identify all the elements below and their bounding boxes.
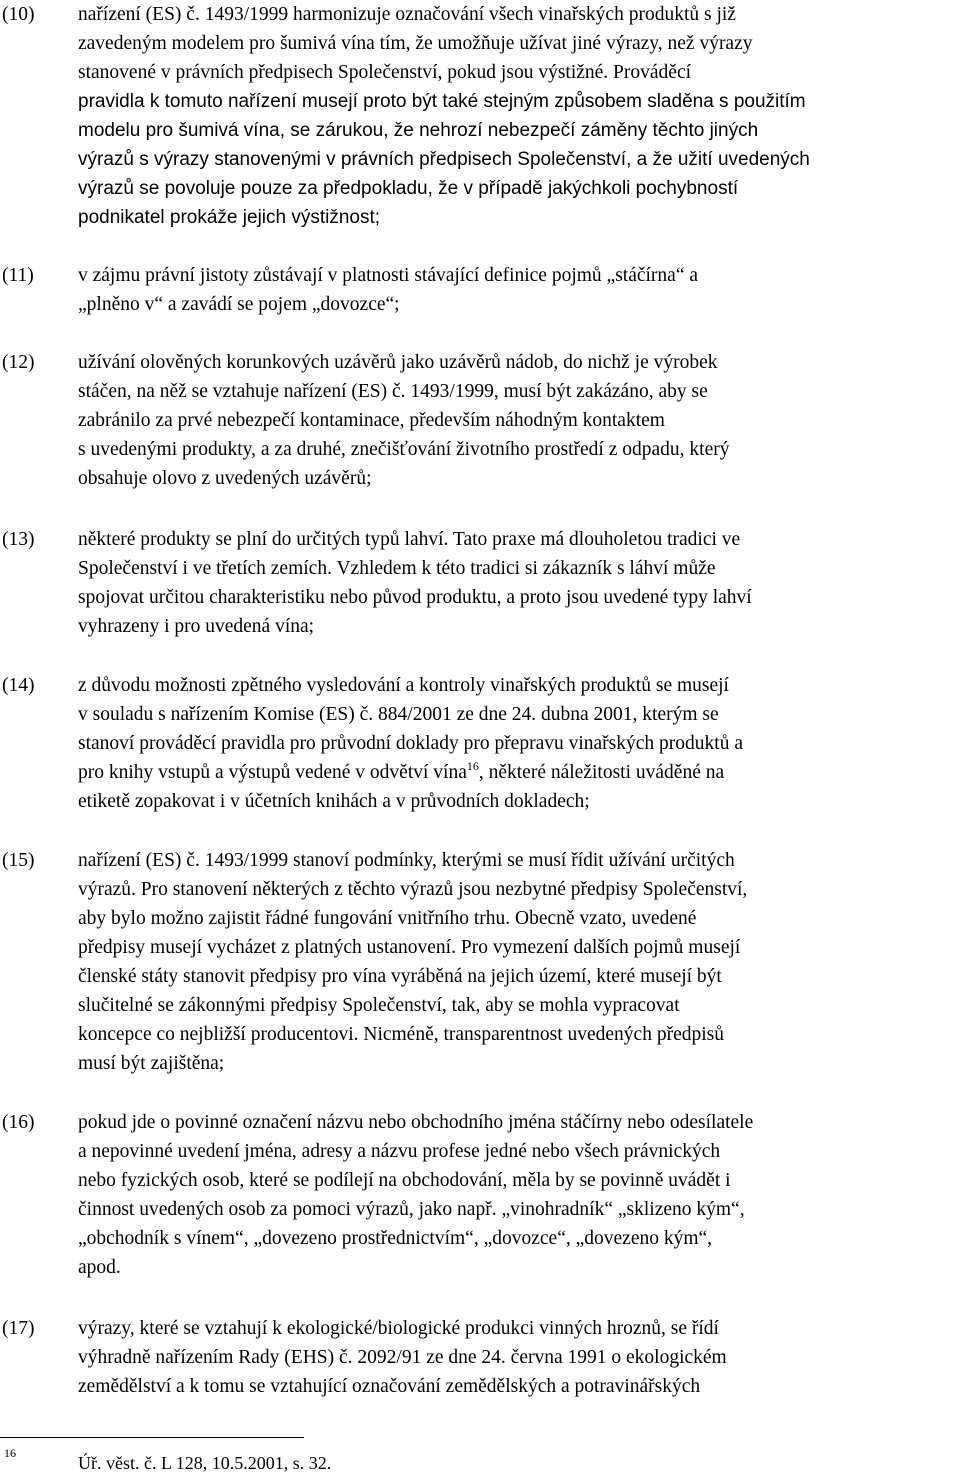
recital-line: „plněno v“ a zavádí se pojem „dovozce“; bbox=[78, 294, 400, 315]
recital-line: zabránilo za prvé nebezpečí kontaminace, především náhodným kontaktem bbox=[78, 410, 665, 431]
recital-line: výrazů se povoluje pouze za předpokladu, že v případě jakýchkoli pochybností bbox=[78, 178, 739, 199]
recital-line: užívání olověných korunkových uzávěrů jako uzávěrů nádob, do nichž je výrobek bbox=[78, 352, 718, 373]
recital-line: modelu pro šumivá vína, se zárukou, že nehrozí nebezpečí záměny těchto jiných bbox=[78, 120, 759, 141]
recital-line: zemědělství a k tomu se vztahující označování zemědělských a potravinářských bbox=[78, 1376, 701, 1397]
recital-line: spojovat určitou charakteristiku nebo původ produktu, a proto jsou uvedené typy lahví bbox=[78, 587, 752, 608]
recital-line: apod. bbox=[78, 1257, 121, 1278]
recital-line: zavedeným modelem pro šumivá vína tím, že umožňuje užívat jiné výrazy, než výrazy bbox=[78, 33, 753, 54]
recital-line: vyhrazeny i pro uvedená vína; bbox=[78, 616, 315, 637]
recital-line: obsahuje olovo z uvedených uzávěrů; bbox=[78, 468, 372, 489]
recital-line: stanovené v právních předpisech Společenství, pokud jsou výstižné. Prováděcí bbox=[78, 62, 692, 83]
recital-line: musí být zajištěna; bbox=[78, 1053, 225, 1074]
recital-line: nebo fyzických osob, které se podílejí na obchodování, měla by se povinně uvádět i bbox=[78, 1170, 731, 1191]
recital-number: (13) bbox=[2, 529, 35, 550]
recital-line bbox=[78, 758, 724, 787]
recital-line: slučitelné se zákonnými předpisy Společenství, tak, aby se mohla vypracovat bbox=[78, 995, 680, 1016]
recital-line: „obchodník s vínem“, „dovezeno prostřednictvím“, „dovozce“, „dovezeno kým“, bbox=[78, 1228, 713, 1249]
recital-line: pokud jde o povinné označení názvu nebo obchodního jména stáčírny nebo odesílatele bbox=[78, 1112, 754, 1133]
recital-line: nařízení (ES) č. 1493/1999 harmonizuje označování všech vinařských produktů s již bbox=[78, 4, 736, 25]
recital-line: členské státy stanovit předpisy pro vína vyráběná na jejich území, které musejí být bbox=[78, 966, 722, 987]
recital-number: (14) bbox=[2, 675, 35, 696]
footnote-number: 16 bbox=[4, 1446, 16, 1460]
recital-line: výrazů. Pro stanovení některých z těchto výrazů jsou nezbytné předpisy Společenství, bbox=[78, 879, 748, 900]
recital-line: výrazy, které se vztahují k ekologické/biologické produkci vinných hroznů, se řídí bbox=[78, 1318, 719, 1339]
recital-number: (15) bbox=[2, 850, 35, 871]
recital-line: aby bylo možno zajistit řádné fungování vnitřního trhu. Obecně vzato, uvedené bbox=[78, 908, 697, 929]
recital-line-text: pro knihy vstupů a výstupů vedené v odvětví vína bbox=[78, 762, 467, 783]
recital-line: nařízení (ES) č. 1493/1999 stanoví podmínky, kterými se musí řídit užívání určitých bbox=[78, 850, 735, 871]
recital-number: (12) bbox=[2, 352, 35, 373]
footnote-divider bbox=[0, 1437, 304, 1438]
recital-line: koncepce co nejbližší producentovi. Nicméně, transparentnost uvedených předpisů bbox=[78, 1024, 724, 1045]
recital-line: etiketě zopakovat i v účetních knihách a v průvodních dokladech; bbox=[78, 791, 590, 812]
recital-line: s uvedenými produkty, a za druhé, znečišťování životního prostředí z odpadu, který bbox=[78, 439, 730, 460]
footnote-text: Úř. věst. č. L 128, 10.5.2001, s. 32. bbox=[78, 1453, 332, 1473]
recital-line: předpisy musejí vycházet z platných ustanovení. Pro vymezení dalších pojmů musejí bbox=[78, 937, 741, 958]
recital-line: stáčen, na něž se vztahuje nařízení (ES) č. 1493/1999, musí být zakázáno, aby se bbox=[78, 381, 708, 402]
recital-line: některé produkty se plní do určitých typů lahví. Tato praxe má dlouholetou tradici ve bbox=[78, 529, 741, 550]
recital-number: (17) bbox=[2, 1318, 35, 1339]
recital-line: výrazů s výrazy stanovenými v právních předpisech Společenství, a že užití uvedených bbox=[78, 149, 810, 170]
recital-number: (11) bbox=[2, 265, 34, 286]
recital-line: pravidla k tomuto nařízení musejí proto být také stejným způsobem sladěna s použitím bbox=[78, 91, 806, 112]
recital-line: v souladu s nařízením Komise (ES) č. 884/2001 ze dne 24. dubna 2001, kterým se bbox=[78, 704, 719, 725]
recital-number: (10) bbox=[2, 4, 35, 25]
recital-line: činnost uvedených osob za pomoci výrazů, jako např. „vinohradník“ „sklizeno kým“, bbox=[78, 1199, 745, 1220]
recital-line: stanoví prováděcí pravidla pro průvodní doklady pro přepravu vinařských produktů a bbox=[78, 733, 743, 754]
footnote-reference[interactable]: 16 bbox=[466, 759, 479, 773]
recital-line: Společenství i ve třetích zemích. Vzhledem k této tradici si zákazník s láhví může bbox=[78, 558, 716, 579]
recital-line: a nepovinné uvedení jména, adresy a názvu profese jedné nebo všech právnických bbox=[78, 1141, 721, 1162]
recital-line: v zájmu právní jistoty zůstávají v platnosti stávající definice pojmů „stáčírna“ a bbox=[78, 265, 699, 286]
recital-line-text: , některé náležitosti uváděné na bbox=[478, 762, 725, 783]
recital-line: výhradně nařízením Rady (EHS) č. 2092/91 ze dne 24. června 1991 o ekologickém bbox=[78, 1347, 727, 1368]
recital-number: (16) bbox=[2, 1112, 35, 1133]
recital-line: podnikatel prokáže jejich výstižnost; bbox=[78, 207, 381, 228]
recital-line: z důvodu možnosti zpětného vysledování a kontroly vinařských produktů se musejí bbox=[78, 675, 729, 696]
